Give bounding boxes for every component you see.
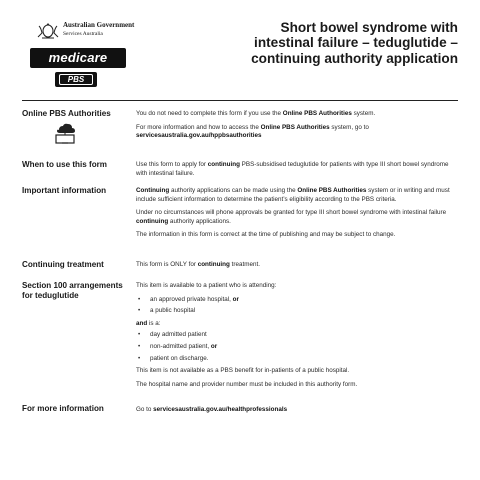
heading-section-100-line2: for teduglutide [22,291,79,300]
bullet: • [138,342,141,350]
text: You do not need to complete this form if you use the [136,110,283,117]
online-para-1 [136,110,458,119]
list-item [136,331,458,340]
form-title: Short bowel syndrome with intestinal failure – teduglutide – continuing authority application [251,20,458,66]
gov-line-1: Australian Government [63,21,135,29]
medicare-logo-text: medicare [48,50,108,65]
text: system, go to [329,123,369,131]
text: This form is ONLY for [136,261,198,268]
header-divider [22,100,458,101]
text: system. [351,110,376,117]
bullet: • [138,331,141,339]
list-item [136,355,458,364]
when-content [136,161,458,183]
text-bold: Online PBS Authorities [260,123,330,131]
more-info-para [136,406,458,415]
bullet: • [138,307,141,315]
list-item [136,307,458,316]
text-bold: continuing [136,217,169,225]
online-pbs-content [136,110,458,146]
heading-section-100-line1: Section 100 arrangements [22,281,123,290]
s100-intro: This item is available to a patient who is attending: [136,282,277,289]
text: day admitted patient [150,331,207,339]
list-item [136,343,458,352]
heading-section-100 [22,281,123,301]
government-wordmark [63,21,134,38]
text: Under no circumstances will phone approvals be granted for type III short bowel syndrome with intestinal failure [136,209,447,217]
heading-continuing-treatment: Continuing treatment [22,260,104,269]
important-para-2 [136,209,458,226]
online-para-2 [136,124,458,141]
gov-line-2: Services Australia [63,31,103,37]
s100-list-attending [136,296,458,316]
when-para [136,161,458,178]
heading-for-more-information: For more information [22,404,104,413]
healthprofessionals-link[interactable]: servicesaustralia.gov.au/healthprofessionals [153,406,288,413]
text: authority applications. [168,217,231,225]
text-bold: or [210,342,218,350]
more-info-content [136,406,458,420]
coat-of-arms-icon [36,20,60,40]
bullet: • [138,354,141,362]
text: Go to [136,406,154,413]
s100-and-is [136,320,458,329]
text-bold: continuing [207,161,240,168]
pbs-logo-text: PBS [59,74,93,85]
s100-para-hospital-name: The hospital name and provider number must be included in this authority form. [136,380,358,388]
text-bold: Continuing [136,187,170,194]
important-para-3: The information in this form is correct at the time of publishing and may be subject to change. [136,231,396,239]
s100-para-not-available: This item is not available as a PBS benefit for in-patients of a public hospital. [136,367,350,375]
text: is a: [147,319,161,327]
important-content [136,187,458,245]
s100-list-patient-type [136,331,458,363]
text-bold: Online PBS Authorities [297,187,367,194]
text: authority applications can be made using the [169,187,298,194]
text: non-admitted patient, [150,342,211,350]
section-100-content [136,282,458,394]
text: patient on discharge. [150,354,209,362]
text-bold: and [136,319,148,327]
text: Use this form to apply for [136,161,208,168]
list-item [136,296,458,305]
bullet: • [138,295,141,303]
text-bold: continuing [197,261,230,268]
text: treatment. [229,261,260,268]
heading-when-to-use: When to use this form [22,160,107,169]
heading-important-information: Important information [22,186,107,195]
computer-cloud-icon [54,121,76,145]
text-bold: or [232,295,239,303]
text: an approved private hospital, [150,295,233,303]
text: For more information and how to access the [136,123,261,131]
heading-online-pbs-authorities: Online PBS Authorities [22,109,111,118]
continuing-content [136,261,458,275]
text: system or in writing and must include sufficient information to determine the patient’s eligibility according to the PBS criteria. [136,187,450,203]
text-bold: Online PBS Authorities [282,110,352,117]
text: PBS-subsidised teduglutide for patients with type III short bowel syndrome with intestinal failure. [136,161,449,177]
continuing-para [136,261,458,270]
text: a public hospital [150,307,196,315]
medicare-logo [30,48,126,68]
pbs-logo [55,72,97,87]
important-para-1 [136,187,458,204]
hppbsauthorities-link[interactable]: servicesaustralia.gov.au/hppbsauthorities [136,132,262,140]
